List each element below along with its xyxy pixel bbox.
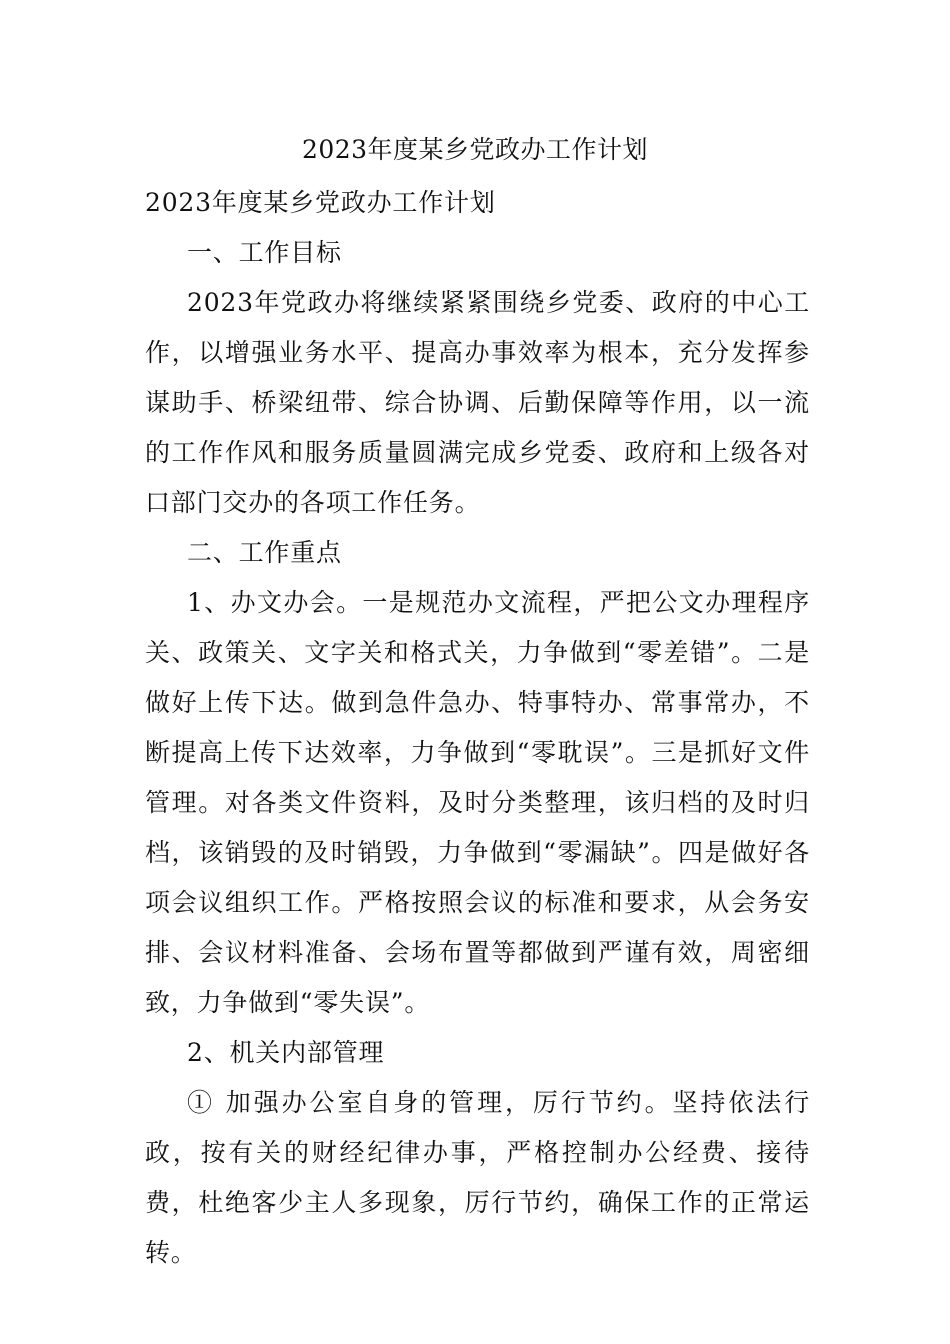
document-title: 2023年度某乡党政办工作计划 [301, 135, 649, 164]
paragraph-item-1: 1、办文办会。一是规范办文流程，严把公文办理程序关、政策关、文字关和格式关，力争做到“零差错”。二是做好上传下达。做到急件急办、特事特办、常事常办，不断提高上传下达效率，力争做到“零耽误”。三是抓好文件管理。对各类文件资料，及时分类整理，该归档的及时归档，该销毁的及时销毁，力争做到“零漏缺”。四是做好各项会议组织工作。严格按照会议的标准和要求，从会务安排、会议材料准备、会场布置等都做到严谨有效，周密细致，力争做到“零失误”。 [145, 588, 810, 1017]
section-heading-goal: 一、工作目标 [187, 238, 342, 267]
document-body [145, 178, 810, 1278]
document-subtitle: 2023年度某乡党政办工作计划 [145, 188, 496, 217]
paragraph-goal: 2023年党政办将继续紧紧围绕乡党委、政府的中心工作，以增强业务水平、提高办事效率为根本，充分发挥参谋助手、桥梁纽带、综合协调、后勤保障等作用，以一流的工作作风和服务质量圆满完成乡党委、政府和上级各对口部门交办的各项工作任务。 [145, 288, 810, 517]
section-heading-focus: 二、工作重点 [187, 538, 342, 567]
paragraph-item-2-sub-1: ① 加强办公室自身的管理，厉行节约。坚持依法行政，按有关的财经纪律办事，严格控制办公经费、接待费，杜绝客少主人多现象，厉行节约，确保工作的正常运转。 [145, 1088, 810, 1267]
subheading-item-2: 2、机关内部管理 [187, 1038, 385, 1067]
